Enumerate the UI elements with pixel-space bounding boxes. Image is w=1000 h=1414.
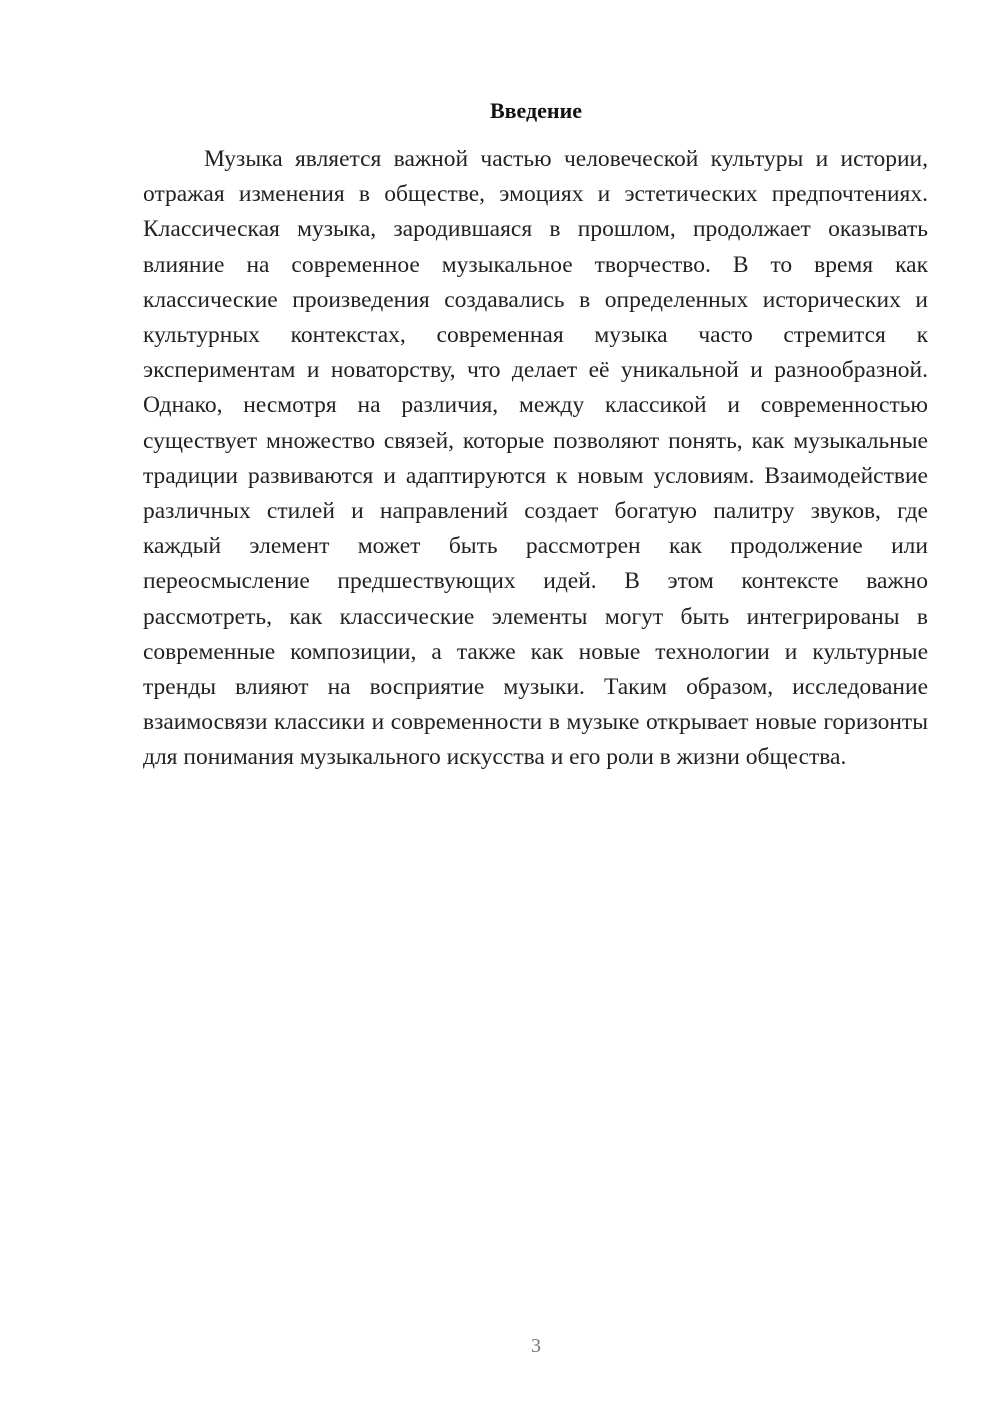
page-number: 3 [531,1335,541,1357]
section-heading: Введение [489,98,583,123]
introduction-paragraph: Музыка является важной частью человеческой культуры и истории, отражая изменения в обществе, эмоциях и эстетических предпочтениях. Классическая музыка, зародившаяся в прошлом, продолжает оказывать влияние на современное музыкальное творчество. В то время как классические произведения создавались в определенных исторических и культурных контекстах, современная музыка часто стремится к экспериментам и новаторству, что делает её уникальной и разнообразной. Однако, несмотря на различия, между классикой и современностью существует множество связей, которые позволяют понять, как музыкальные традиции развиваются и адаптируются к новым условиям. Взаимодействие различных стилей и направлений создает богатую палитру звуков, где каждый элемент может быть рассмотрен как продолжение или переосмысление предшествующих идей. В этом контексте важно рассмотреть, как классические элементы могут быть интегрированы в современные композиции, а также как новые технологии и культурные тренды влияют на восприятие музыки. Таким образом, исследование взаимосвязи классики и современности в музыке открывает новые горизонты для понимания музыкального искусства и его роли в жизни общества. [143,146,928,771]
